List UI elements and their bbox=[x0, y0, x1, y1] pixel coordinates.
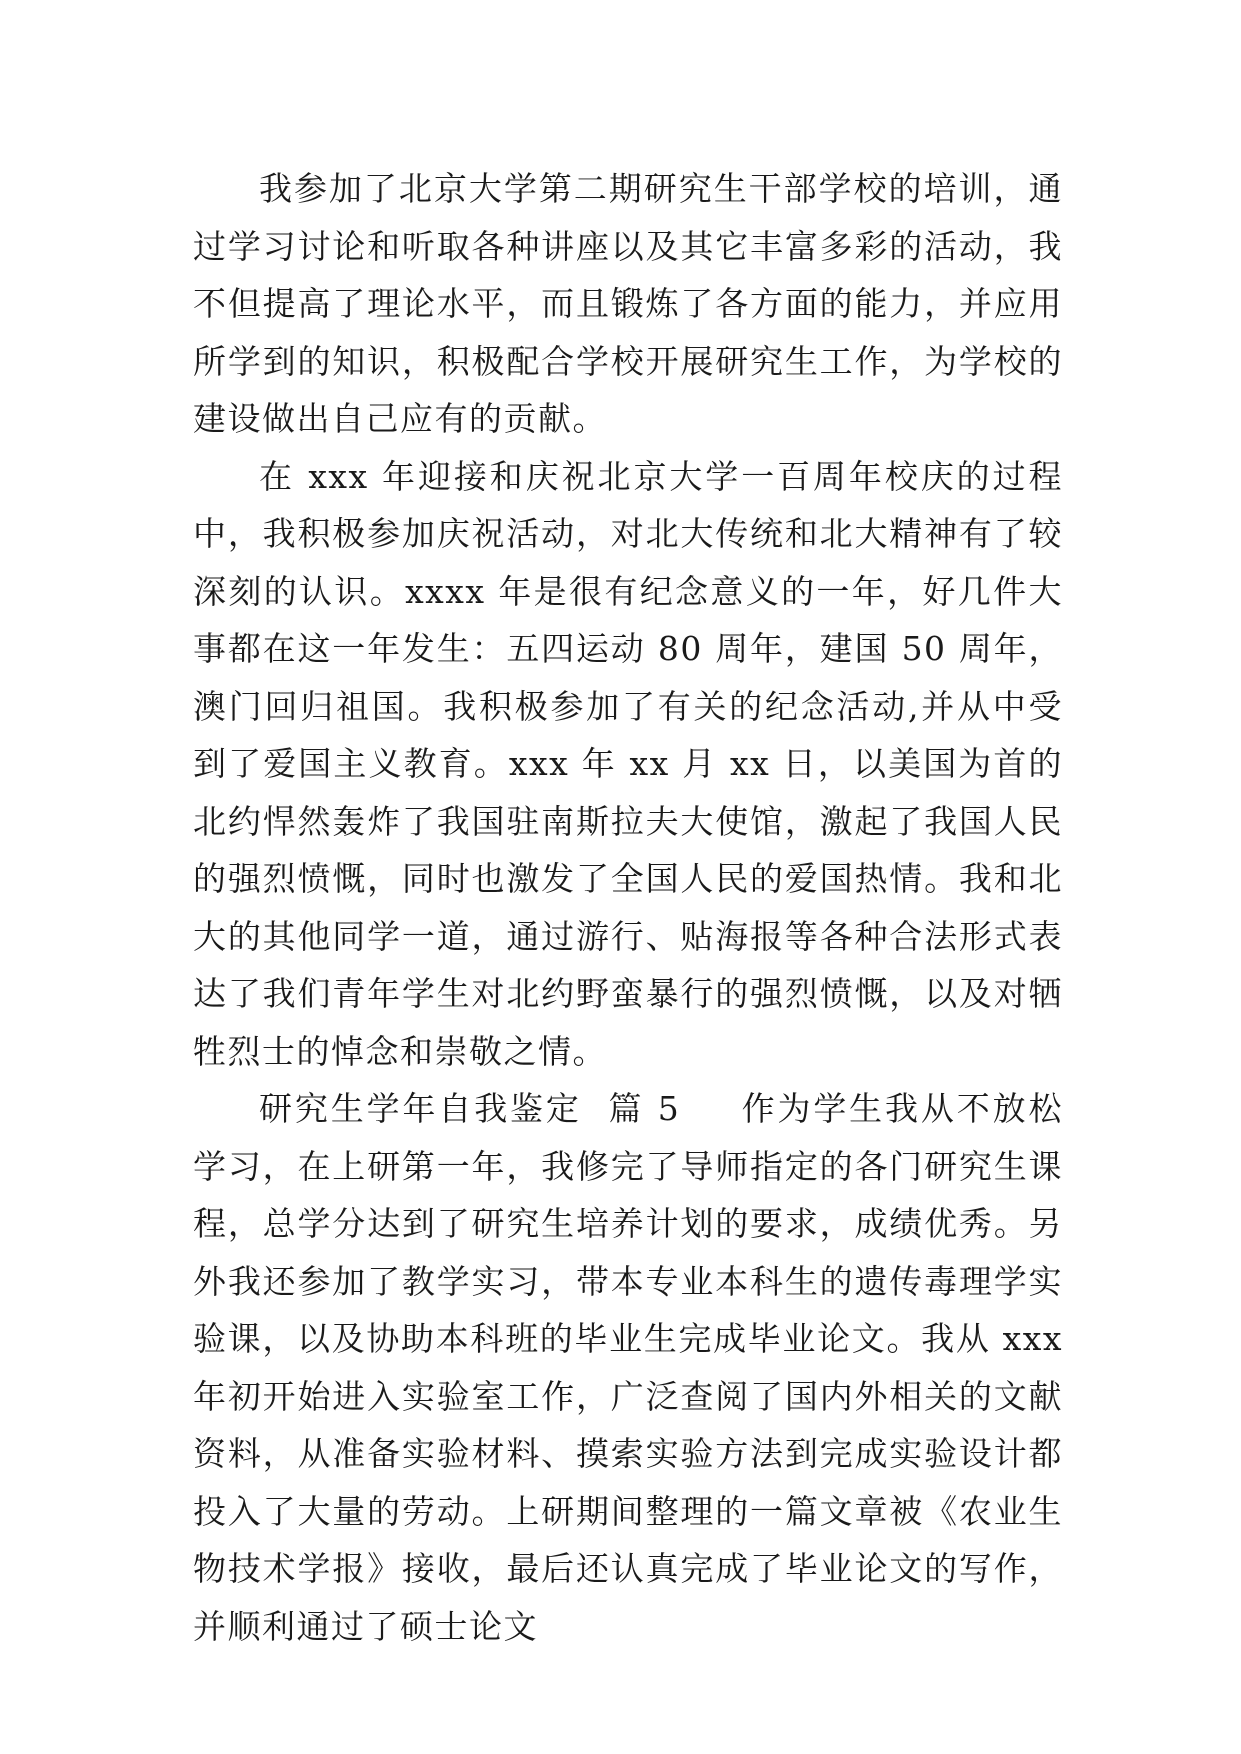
document-body bbox=[193, 160, 1063, 1655]
paragraph-training: 我参加了北京大学第二期研究生干部学校的培训，通过学习讨论和听取各种讲座以及其它丰富多彩的活动，我不但提高了理论水平，而且锻炼了各方面的能力，并应用所学到的知识，积极配合学校开展研究生工作，为学校的建设做出自己应有的贡献。 bbox=[193, 169, 1063, 438]
section-heading: 研究生学年自我鉴定 篇 5 bbox=[259, 1089, 681, 1128]
paragraph-section-5 bbox=[193, 1080, 1063, 1655]
section-body: 作为学生我从不放松学习，在上研第一年，我修完了导师指定的各门研究生课程，总学分达到了研究生培养计划的要求，成绩优秀。另外我还参加了教学实习，带本专业本科生的遗传毒理学实验课，以及协助本科班的毕业生完成毕业论文。我从 xxx 年初开始进入实验室工作，广泛查阅了国内外相关的文献资料，从准备实验材料、摸索实验方法到完成实验设计都投入了大量的劳动。上研期间整理的一篇文章被《农业生物技术学报》接收，最后还认真完成了毕业论文的写作，并顺利通过了硕士论文 bbox=[193, 1089, 1064, 1646]
paragraph-centennial: 在 xxx 年迎接和庆祝北京大学一百周年校庆的过程中，我积极参加庆祝活动，对北大传统和北大精神有了较深刻的认识。xxxx 年是很有纪念意义的一年，好几件大事都在这一年发生：五四运动 80 周年，建国 50 周年，澳门回归祖国。我积极参加了有关的纪念活动,并从中受到了爱国主义教育。xxx 年 xx 月 xx 日，以美国为首的北约悍然轰炸了我国驻南斯拉夫大使馆，激起了我国人民的强烈愤慨，同时也激发了全国人民的爱国热情。我和北大的其他同学一道，通过游行、贴海报等各种合法形式表达了我们青年学生对北约野蛮暴行的强烈愤慨，以及对牺牲烈士的悼念和崇敬之情。 bbox=[193, 456, 1063, 1071]
